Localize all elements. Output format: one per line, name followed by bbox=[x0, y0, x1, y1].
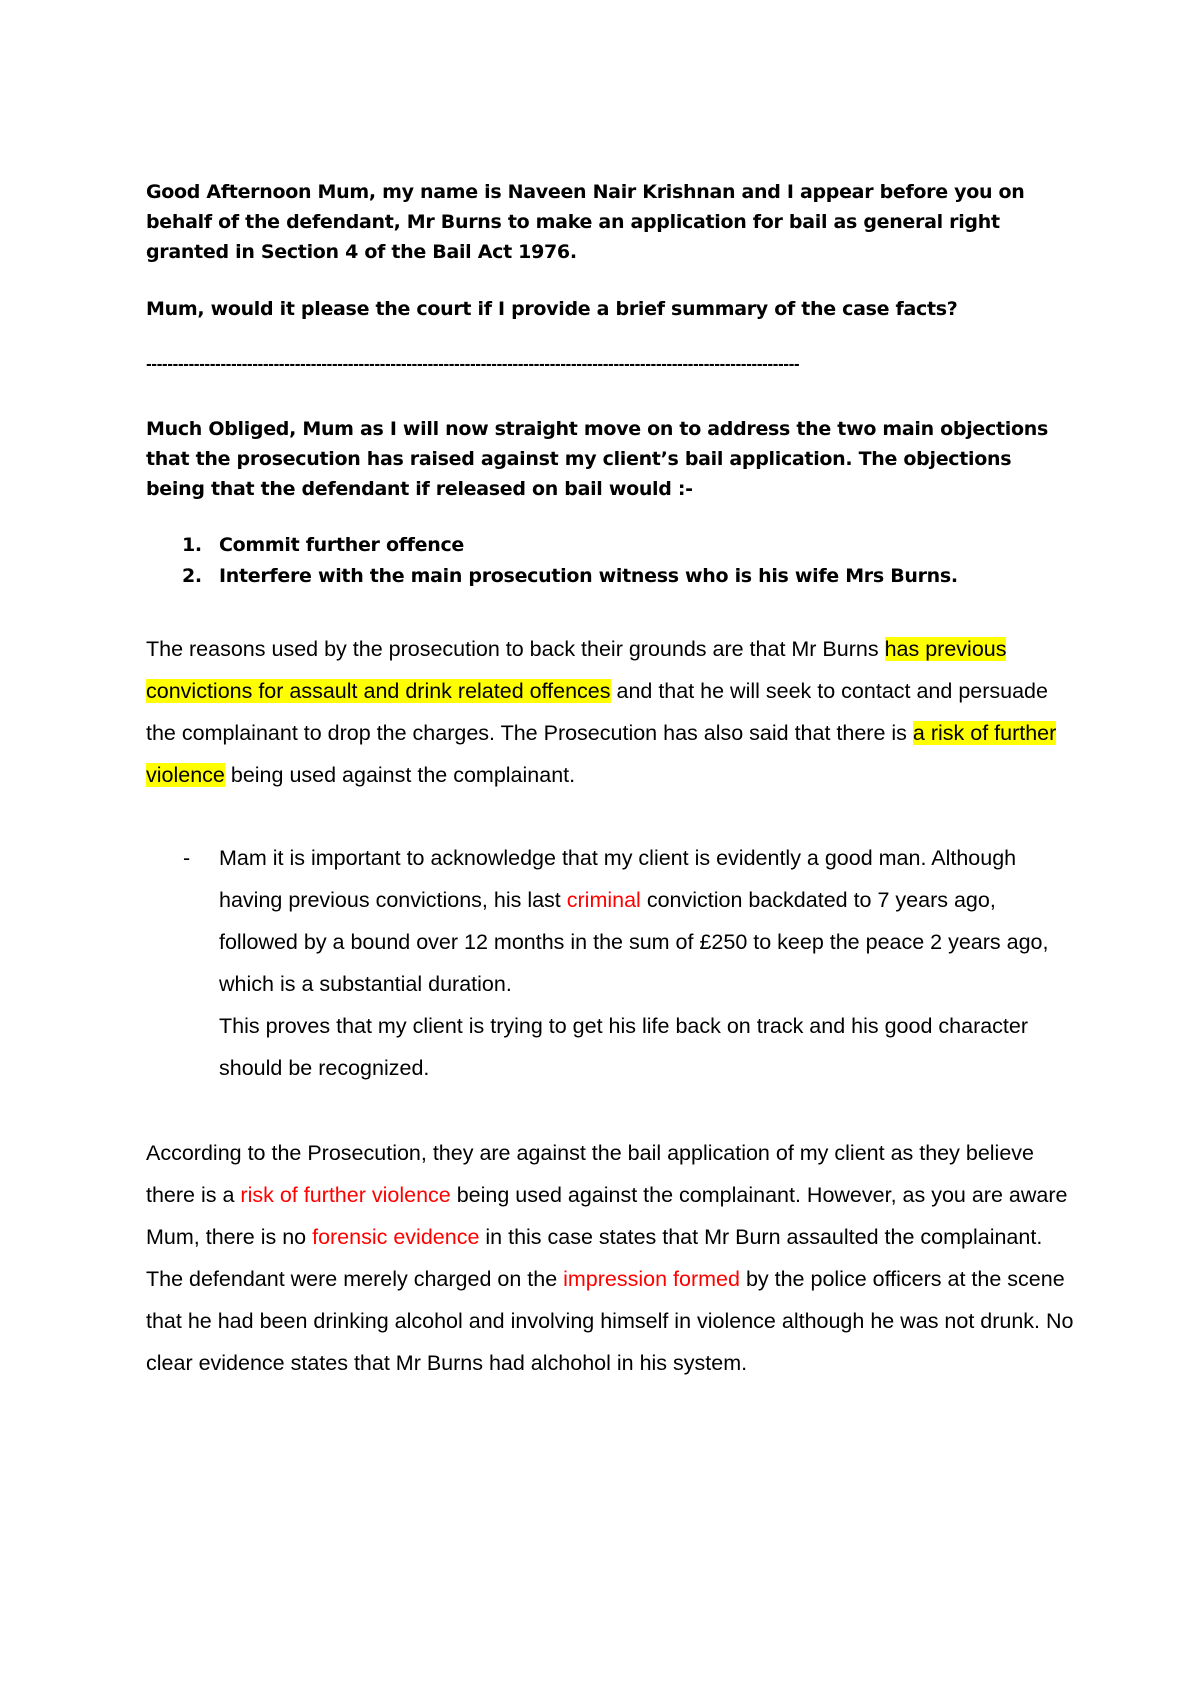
reasons-text: being used against the complainant. bbox=[224, 763, 576, 787]
list-item-text: Interfere with the main prosecution witness who is his wife Mrs Burns. bbox=[219, 565, 958, 587]
objections-intro-text: Much Obliged, Mum as I will now straight move on to address the two main objections that the prosecution has raised against my client’s bail application. The objections being that the defendant if released on bail would :- bbox=[146, 418, 1048, 500]
list-item bbox=[146, 530, 1066, 561]
reasons-text: and that he will seek to contact and persuade the complainant to drop the charges. The Prosecution has also said that there is bbox=[146, 679, 1048, 745]
list-item bbox=[146, 561, 1066, 592]
according-paragraph bbox=[146, 1132, 1076, 1384]
according-text: According to the Prosecution, they are against the bail application of my client as they believe there is a bbox=[146, 1141, 1034, 1207]
red-emphasis-text: risk of further violence bbox=[240, 1183, 451, 1207]
objections-paragraph bbox=[146, 414, 1076, 504]
bullet-text: This proves that my client is trying to get his life back on track and his good character should be recognized. bbox=[219, 1014, 1029, 1080]
separator-line: --------------------------------------------------------------------------------------------------------------------------- bbox=[146, 357, 800, 373]
red-emphasis-text: criminal bbox=[566, 888, 641, 912]
list-item-text: Commit further offence bbox=[219, 534, 464, 556]
summary-question-text: Mum, would it please the court if I provide a brief summary of the case facts? bbox=[146, 298, 958, 320]
dash-bullet: - bbox=[183, 846, 191, 870]
reasons-paragraph bbox=[146, 628, 1076, 796]
intro-text: Good Afternoon Mum, my name is Naveen Nair Krishnan and I appear before you on behalf of the defendant, Mr Burns to make an application for bail as general right granted in Section 4 of the Bail Act 1976. bbox=[146, 181, 1025, 263]
summary-question bbox=[146, 294, 1076, 324]
bullet-text: conviction backdated to 7 years ago, followed by a bound over 12 months in the sum of £250 to keep the peace 2 years ago, which is a substantial duration. bbox=[219, 888, 1049, 996]
intro-paragraph bbox=[146, 177, 1076, 267]
list-number: 2. bbox=[182, 565, 202, 587]
highlighted-text: has previous convictions for assault and drink related offences bbox=[146, 637, 1007, 703]
list-number: 1. bbox=[182, 534, 202, 556]
bullet-point bbox=[146, 837, 1076, 1089]
according-text: in this case states that Mr Burn assaulted the complainant. The defendant were merely charged on the bbox=[146, 1225, 1043, 1291]
according-text: being used against the complainant. However, as you are aware Mum, there is no bbox=[146, 1183, 1068, 1249]
reasons-text: The reasons used by the prosecution to back their grounds are that Mr Burns bbox=[146, 637, 885, 661]
highlighted-text: a risk of further violence bbox=[146, 721, 1057, 787]
red-emphasis-text: forensic evidence bbox=[312, 1225, 480, 1249]
red-emphasis-text: impression formed bbox=[563, 1267, 740, 1291]
objections-list bbox=[146, 530, 1066, 592]
bullet-text: Mam it is important to acknowledge that my client is evidently a good man. Although having previous convictions, his last bbox=[219, 846, 1017, 912]
bullet-body bbox=[219, 837, 1076, 1089]
according-text: by the police officers at the scene that he had been drinking alcohol and involving himself in violence although he was not drunk. No clear evidence states that Mr Burns had alchohol in his system. bbox=[146, 1267, 1074, 1375]
